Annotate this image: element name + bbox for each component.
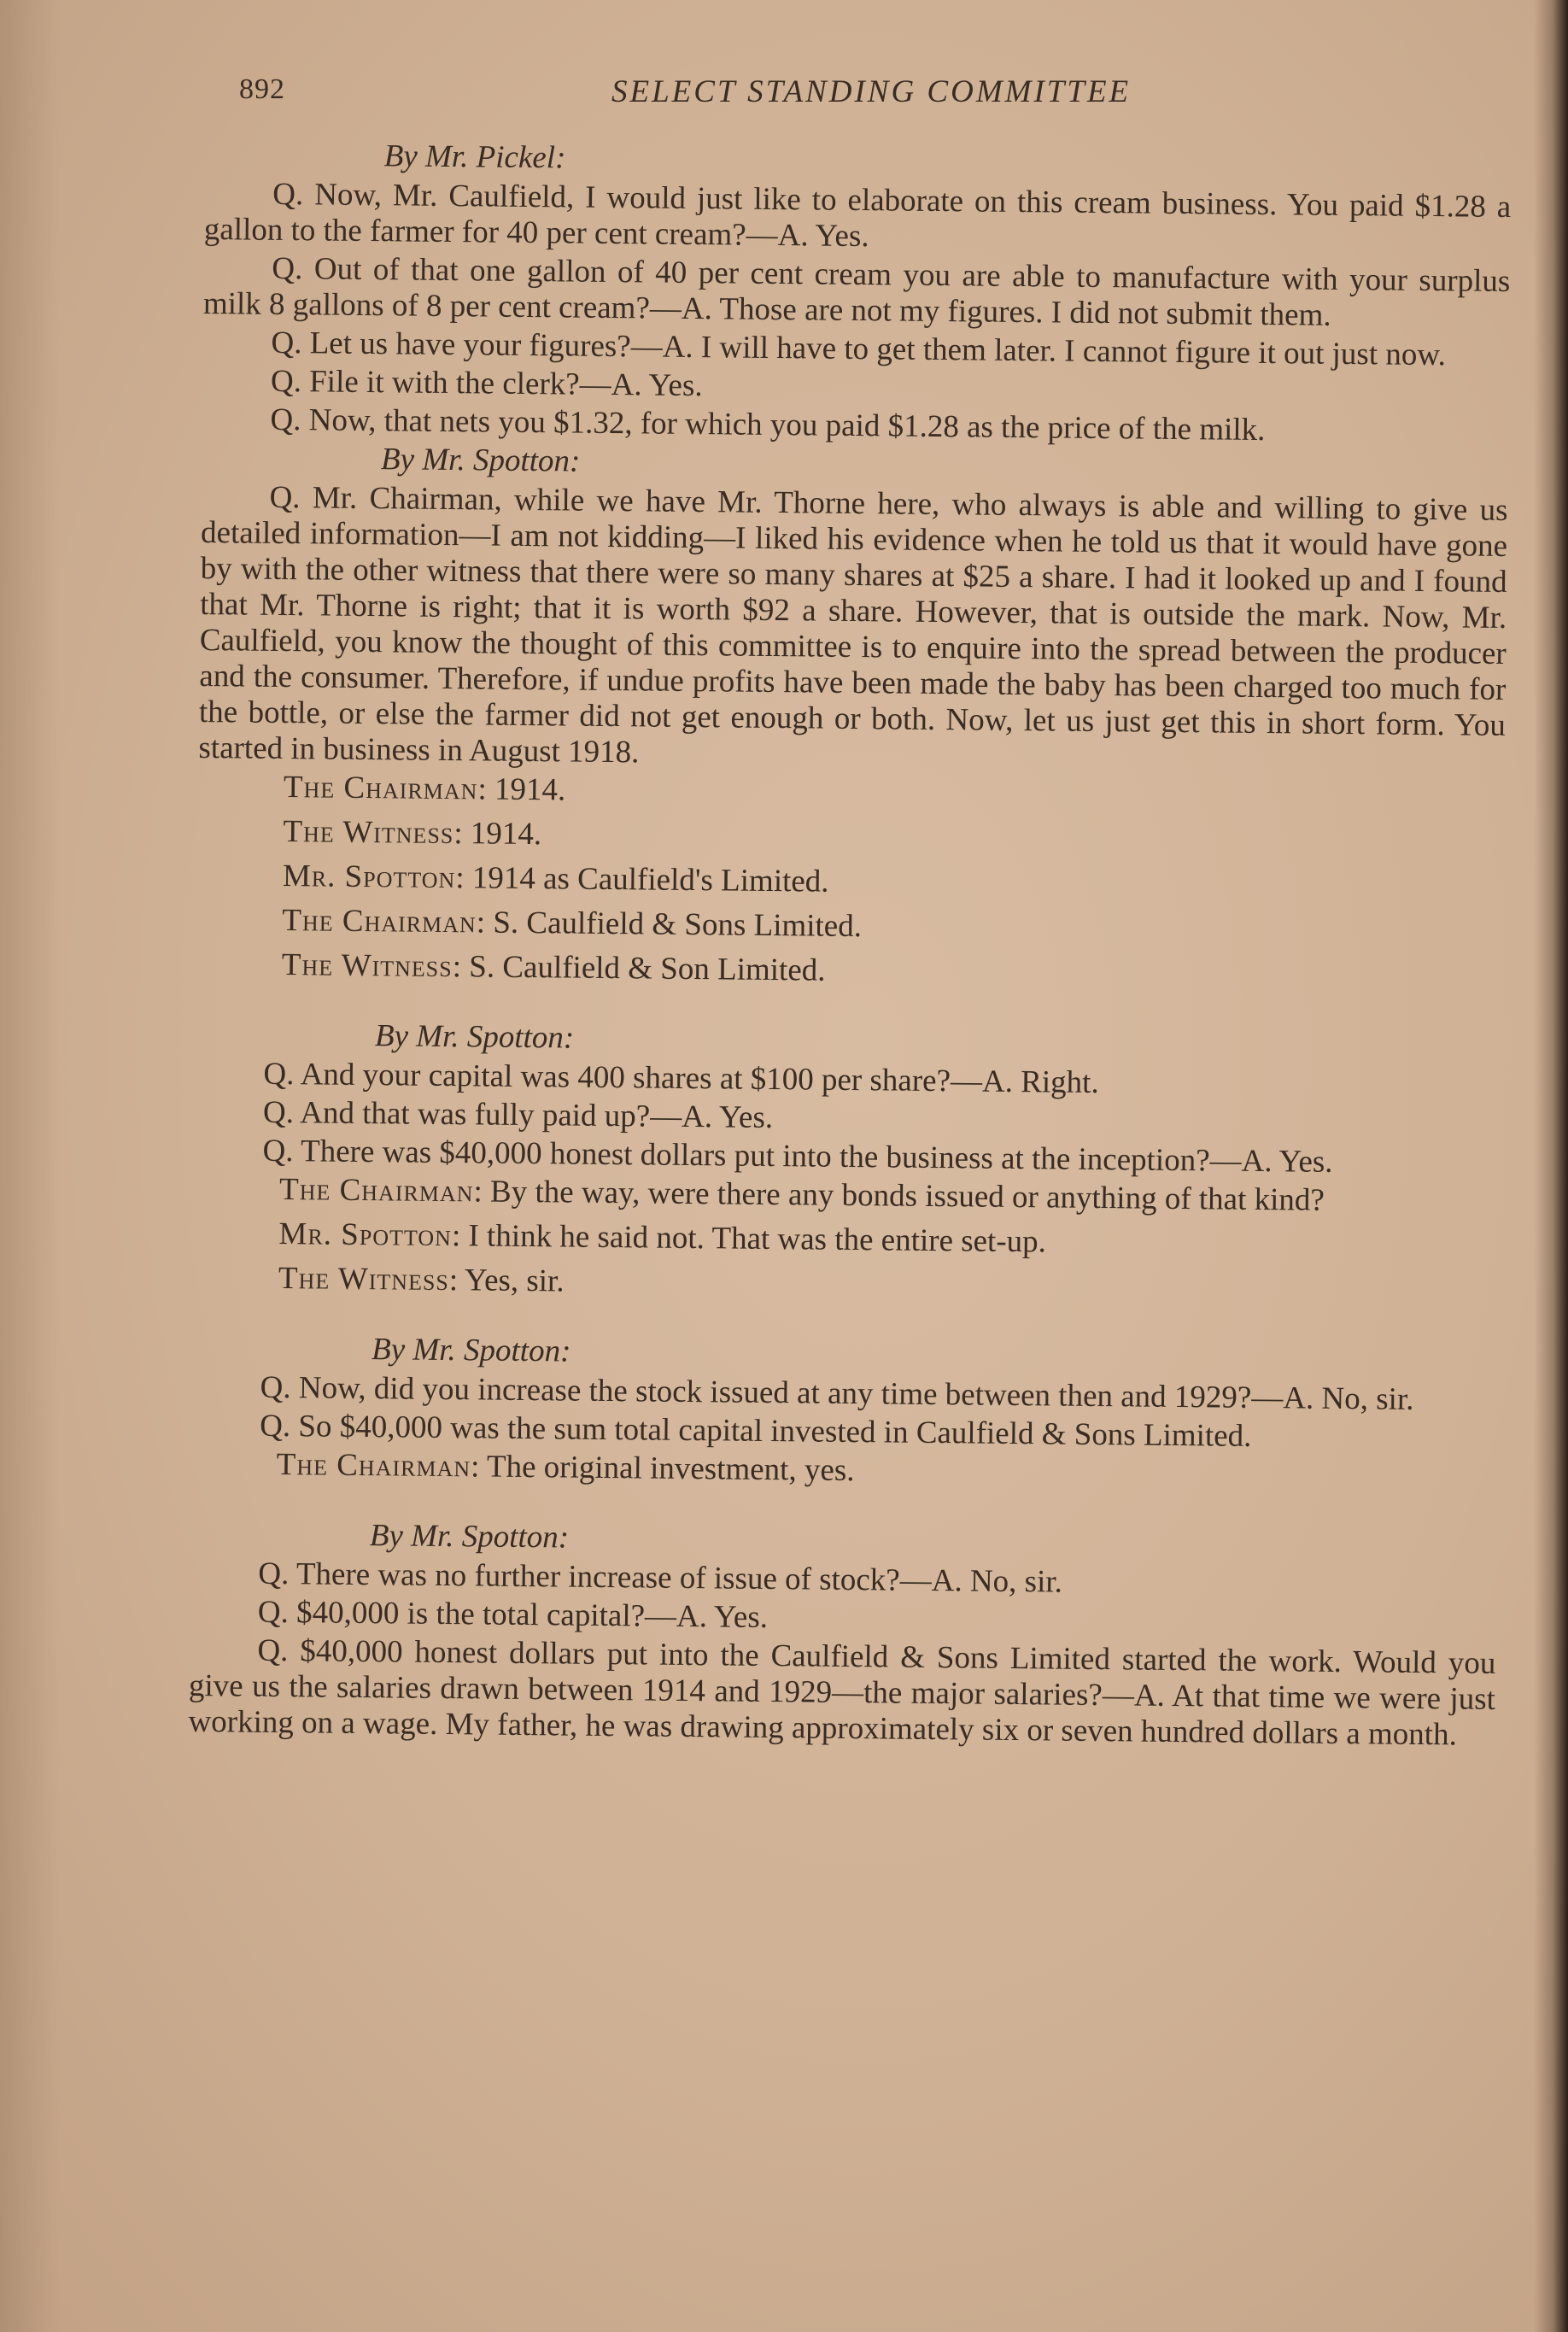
speaker-name: Mr. Spotton xyxy=(282,858,456,896)
testimony-paragraph: Q. And your capital was 400 shares at $100 per share?—A. Right. xyxy=(263,1056,1099,1101)
examiner-heading: By Mr. Pickel: xyxy=(383,138,566,176)
statement-text: : S. Caulfield & Sons Limited. xyxy=(476,905,863,945)
transcript-body xyxy=(188,137,1512,1756)
testimony-paragraph: Q. File it with the clerk?—A. Yes. xyxy=(270,363,703,404)
speaker-name: The Witness xyxy=(281,946,453,985)
page-number: 892 xyxy=(239,73,285,105)
testimony-paragraph: Q. Now, that nets you $1.32, for which you paid $1.28 as the price of the milk. xyxy=(270,401,1266,448)
testimony-paragraph: Q. $40,000 is the total capital?—A. Yes. xyxy=(257,1594,769,1635)
book-spine-shadow xyxy=(1534,0,1568,2332)
examiner-heading: By Mr. Spotton: xyxy=(371,1332,571,1369)
testimony-paragraph: Q. So $40,000 was the sum total capital invested in Caulfield & Sons Limited. xyxy=(259,1408,1252,1454)
testimony-paragraph: Q. Out of that one gallon of 40 per cent cream you are able to manufacture with your surplus milk 8 gallons of 8 per cent cream?—A. Those are not my figures. I did not submit them. xyxy=(202,250,1511,333)
statement-text: : I think he said not. That was the entire set-up. xyxy=(451,1218,1047,1260)
speaker-statement xyxy=(193,1260,1500,1310)
examiner-heading: By Mr. Spotton: xyxy=(380,442,581,479)
speaker-statement xyxy=(197,858,1504,907)
speaker-name: The Chairman xyxy=(282,902,477,940)
statement-text: : 1914. xyxy=(453,816,542,853)
examiner-heading: By Mr. Spotton: xyxy=(374,1018,575,1056)
testimony-paragraph: Q. Mr. Chairman, while we have Mr. Thorne here, who always is able and willing to give us detailed information—I am not kidding—I liked his evidence when he told us that it would have gone by with the other witness that there were so many shares at $25 a share. I had it looked up and I found that Mr. Thorne is right; that it is worth $92 a share. However, that is outside the mark. Now, Mr. Caulfield, you know the thought of this committee is to enquire into the spread between the producer and the consumer. Therefore, if undue profits have been made the baby has been charged too much for the bottle, or else the farmer did not get enough or both. Now, let us just get this in short form. You started in business in August 1918. xyxy=(198,479,1508,770)
statement-text: : The original investment, yes. xyxy=(470,1449,855,1489)
speaker-name: The Witness xyxy=(278,1260,450,1298)
statement-text: : 1914 as Caulfield's Limited. xyxy=(455,860,829,899)
speaker-statement xyxy=(196,946,1503,996)
speaker-statement xyxy=(197,813,1504,863)
testimony-paragraph: Q. There was no further increase of issue of stock?—A. No, sir. xyxy=(258,1556,1063,1600)
testimony-paragraph: Q. Now, Mr. Caulfield, I would just like to elaborate on this cream business. You paid $1.28 a gallon to the farmer for 40 per cent cream?—A. Yes. xyxy=(203,176,1512,255)
testimony-paragraph: Q. Now, did you increase the stock issued at any time between then and 1929?—A. No, sir. xyxy=(260,1369,1414,1417)
page-header xyxy=(239,73,1179,116)
statement-text: : By the way, were there any bonds issued or anything of that kind? xyxy=(473,1174,1325,1218)
testimony-paragraph: Q. There was $40,000 honest dollars put into the business at the inception?—A. Yes. xyxy=(262,1133,1333,1180)
speaker-statement xyxy=(196,902,1503,952)
speaker-statement xyxy=(193,1216,1500,1265)
statement-text: : 1914. xyxy=(477,771,566,808)
speaker-name: The Chairman xyxy=(283,770,478,807)
testimony-paragraph: Q. And that was fully paid up?—A. Yes. xyxy=(262,1094,774,1136)
statement-text: : Yes, sir. xyxy=(448,1263,565,1299)
page-edge-shading xyxy=(0,0,60,2332)
running-title: SELECT STANDING COMMITTEE xyxy=(611,74,1132,109)
speaker-name: The Chairman xyxy=(276,1446,471,1485)
speaker-name: The Witness xyxy=(283,814,454,852)
testimony-paragraph: Q. Let us have your figures?—A. I will have to get them later. I cannot figure it out just now. xyxy=(271,325,1447,373)
testimony-paragraph: Q. $40,000 honest dollars put into the Caulfield & Sons Limited started the work. Would you give us the salaries drawn between 1914 and 1929—the major salaries?—A. At that time we were just working on a wage. My father, he was drawing approximately six or seven hundred dollars a month. xyxy=(188,1632,1496,1753)
examiner-heading: By Mr. Spotton: xyxy=(369,1518,570,1556)
statement-text: : S. Caulfield & Son Limited. xyxy=(452,949,826,988)
speaker-name: Mr. Spotton xyxy=(278,1216,453,1254)
speaker-name: The Chairman xyxy=(278,1171,474,1210)
